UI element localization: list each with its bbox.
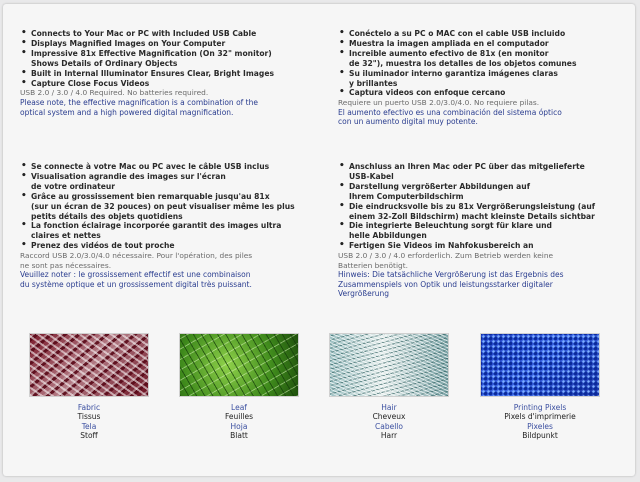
caption-french: Tissus [77,412,101,422]
english-section [20,29,274,117]
french-feature: • Grâce au grossissement bien remarquable jusqu'au 81x (sur un écran de 32 pouces) on peut visualiser même les plus petits détails des objets quotidiens [20,192,295,222]
spanish-magnification-line: El aumento efectivo es una combinación del sistema óptico [338,107,562,117]
french-requirements-line: Raccord USB 2.0/3.0/4.0 nécessaire. Pour l'opération, des piles [20,251,253,261]
caption-english: Printing Pixels [513,403,567,412]
german-magnification-line: Vergrößerung [338,289,390,299]
caption-german: Bildpunkt [522,431,558,441]
caption-english: Fabric [77,403,101,412]
english-magnification-line: optical system and a high powered digital magnification. [20,107,234,117]
french-magnification-note [20,270,295,289]
french-requirements-line: ne sont pas nécessaires. [20,260,112,270]
english-magnification-line: Please note, the effective magnification is a combination of the [20,97,258,107]
spanish-section [338,29,576,127]
german-feature-list [338,162,595,251]
hair-sample-image [329,333,449,397]
german-requirements-note [338,251,595,270]
german-feature: • Anschluss an Ihren Mac oder PC über das mitgelieferte USB-Kabel [338,162,595,182]
caption-english: Hair [381,403,397,412]
caption-french: Cheveux [372,412,406,422]
german-requirements-line: Batterien benötigt. [338,260,408,270]
french-requirements-note [20,251,295,270]
german-magnification-line: Zusammenspiels von Optik und leistungsstarker digitaler [338,279,553,289]
spanish-feature: • Captura videos con enfoque cercano [338,88,576,98]
english-magnification-note [20,98,274,117]
german-requirements-line: USB 2.0 / 3.0 / 4.0 erforderlich. Zum Betrieb werden keine [338,251,554,261]
french-feature: • La fonction éclairage incorporée garantit des images ultra claires et nettes [20,221,295,241]
leaf-sample-image [179,333,299,397]
spanish-feature: • Conéctelo a su PC o MAC con el cable USB incluido [338,29,576,39]
caption-spanish: Pixeles [527,421,553,431]
english-feature: • Displays Magnified Images on Your Computer [20,39,274,49]
french-magnification-line: Veuillez noter : le grossissement effectif est une combinaison [20,270,251,280]
french-feature: • Prenez des vidéos de tout proche [20,241,295,251]
caption-french: Pixels d'imprimerie [504,412,576,422]
german-feature: • Darstellung vergrößerter Abbildungen auf Ihrem Computerbildschirm [338,182,595,202]
spanish-requirements-note: Requiere un puerto USB 2.0/3.0/4.0. No requiere pilas. [338,98,540,108]
german-section [338,162,595,299]
french-feature-list [20,162,295,251]
caption-german: Blatt [230,431,248,441]
fabric-sample-image [29,333,149,397]
hair-caption [319,403,459,441]
spanish-feature: • Increible aumento efectivo de 81x (en monitor de 32"), muestra los detalles de los objetos comunes [338,49,576,69]
french-feature: • Se connecte à votre Mac ou PC avec le câble USB inclus [20,162,295,172]
caption-french: Feuilles [224,412,254,422]
german-feature: • Fertigen Sie Videos im Nahfokusbereich an [338,241,595,251]
german-feature: • Die eindrucksvolle bis zu 81x Vergrößerungsleistung (auf einem 32-Zoll Bildschirm) macht kleinste Details sichtbar [338,202,595,222]
english-feature-list [20,29,274,88]
caption-spanish: Hoja [230,421,248,431]
spanish-feature: • Su iluminador interno garantiza imágenes claras y brillantes [338,69,576,89]
english-requirements-note: USB 2.0 / 3.0 / 4.0 Required. No batteries required. [20,88,209,98]
english-feature: • Built in Internal Illuminator Ensures Clear, Bright Images [20,69,274,79]
german-magnification-note [338,270,595,299]
english-feature: • Capture Close Focus Videos [20,79,274,89]
german-magnification-line: Hinweis: Die tatsächliche Vergrößerung ist das Ergebnis des [338,270,564,280]
german-feature: • Die integrierte Beleuchtung sorgt für klare und helle Abbildungen [338,221,595,241]
spanish-feature-list [338,29,576,98]
caption-german: Harr [380,431,398,441]
printing-pixels-sample-image [480,333,600,397]
caption-spanish: Cabello [375,421,403,431]
caption-spanish: Tela [81,421,97,431]
spanish-magnification-line: con un aumento digital muy potente. [338,117,478,127]
french-magnification-line: du système optique et un grossissement digital très puissant. [20,279,252,289]
fabric-caption [19,403,159,441]
spanish-magnification-note [338,108,576,127]
product-info-card [3,4,635,476]
english-feature: • Connects to Your Mac or PC with Included USB Cable [20,29,274,39]
spanish-feature: • Muestra la imagen ampliada en el computador [338,39,576,49]
printing-pixels-caption [470,403,610,441]
french-feature: • Visualisation agrandie des images sur l'écran de votre ordinateur [20,172,295,192]
caption-german: Stoff [80,431,98,441]
leaf-caption [169,403,309,441]
french-section [20,162,295,289]
caption-english: Leaf [231,403,247,412]
english-feature: • Impressive 81x Effective Magnification (On 32" monitor) Shows Details of Ordinary Objects [20,49,274,69]
